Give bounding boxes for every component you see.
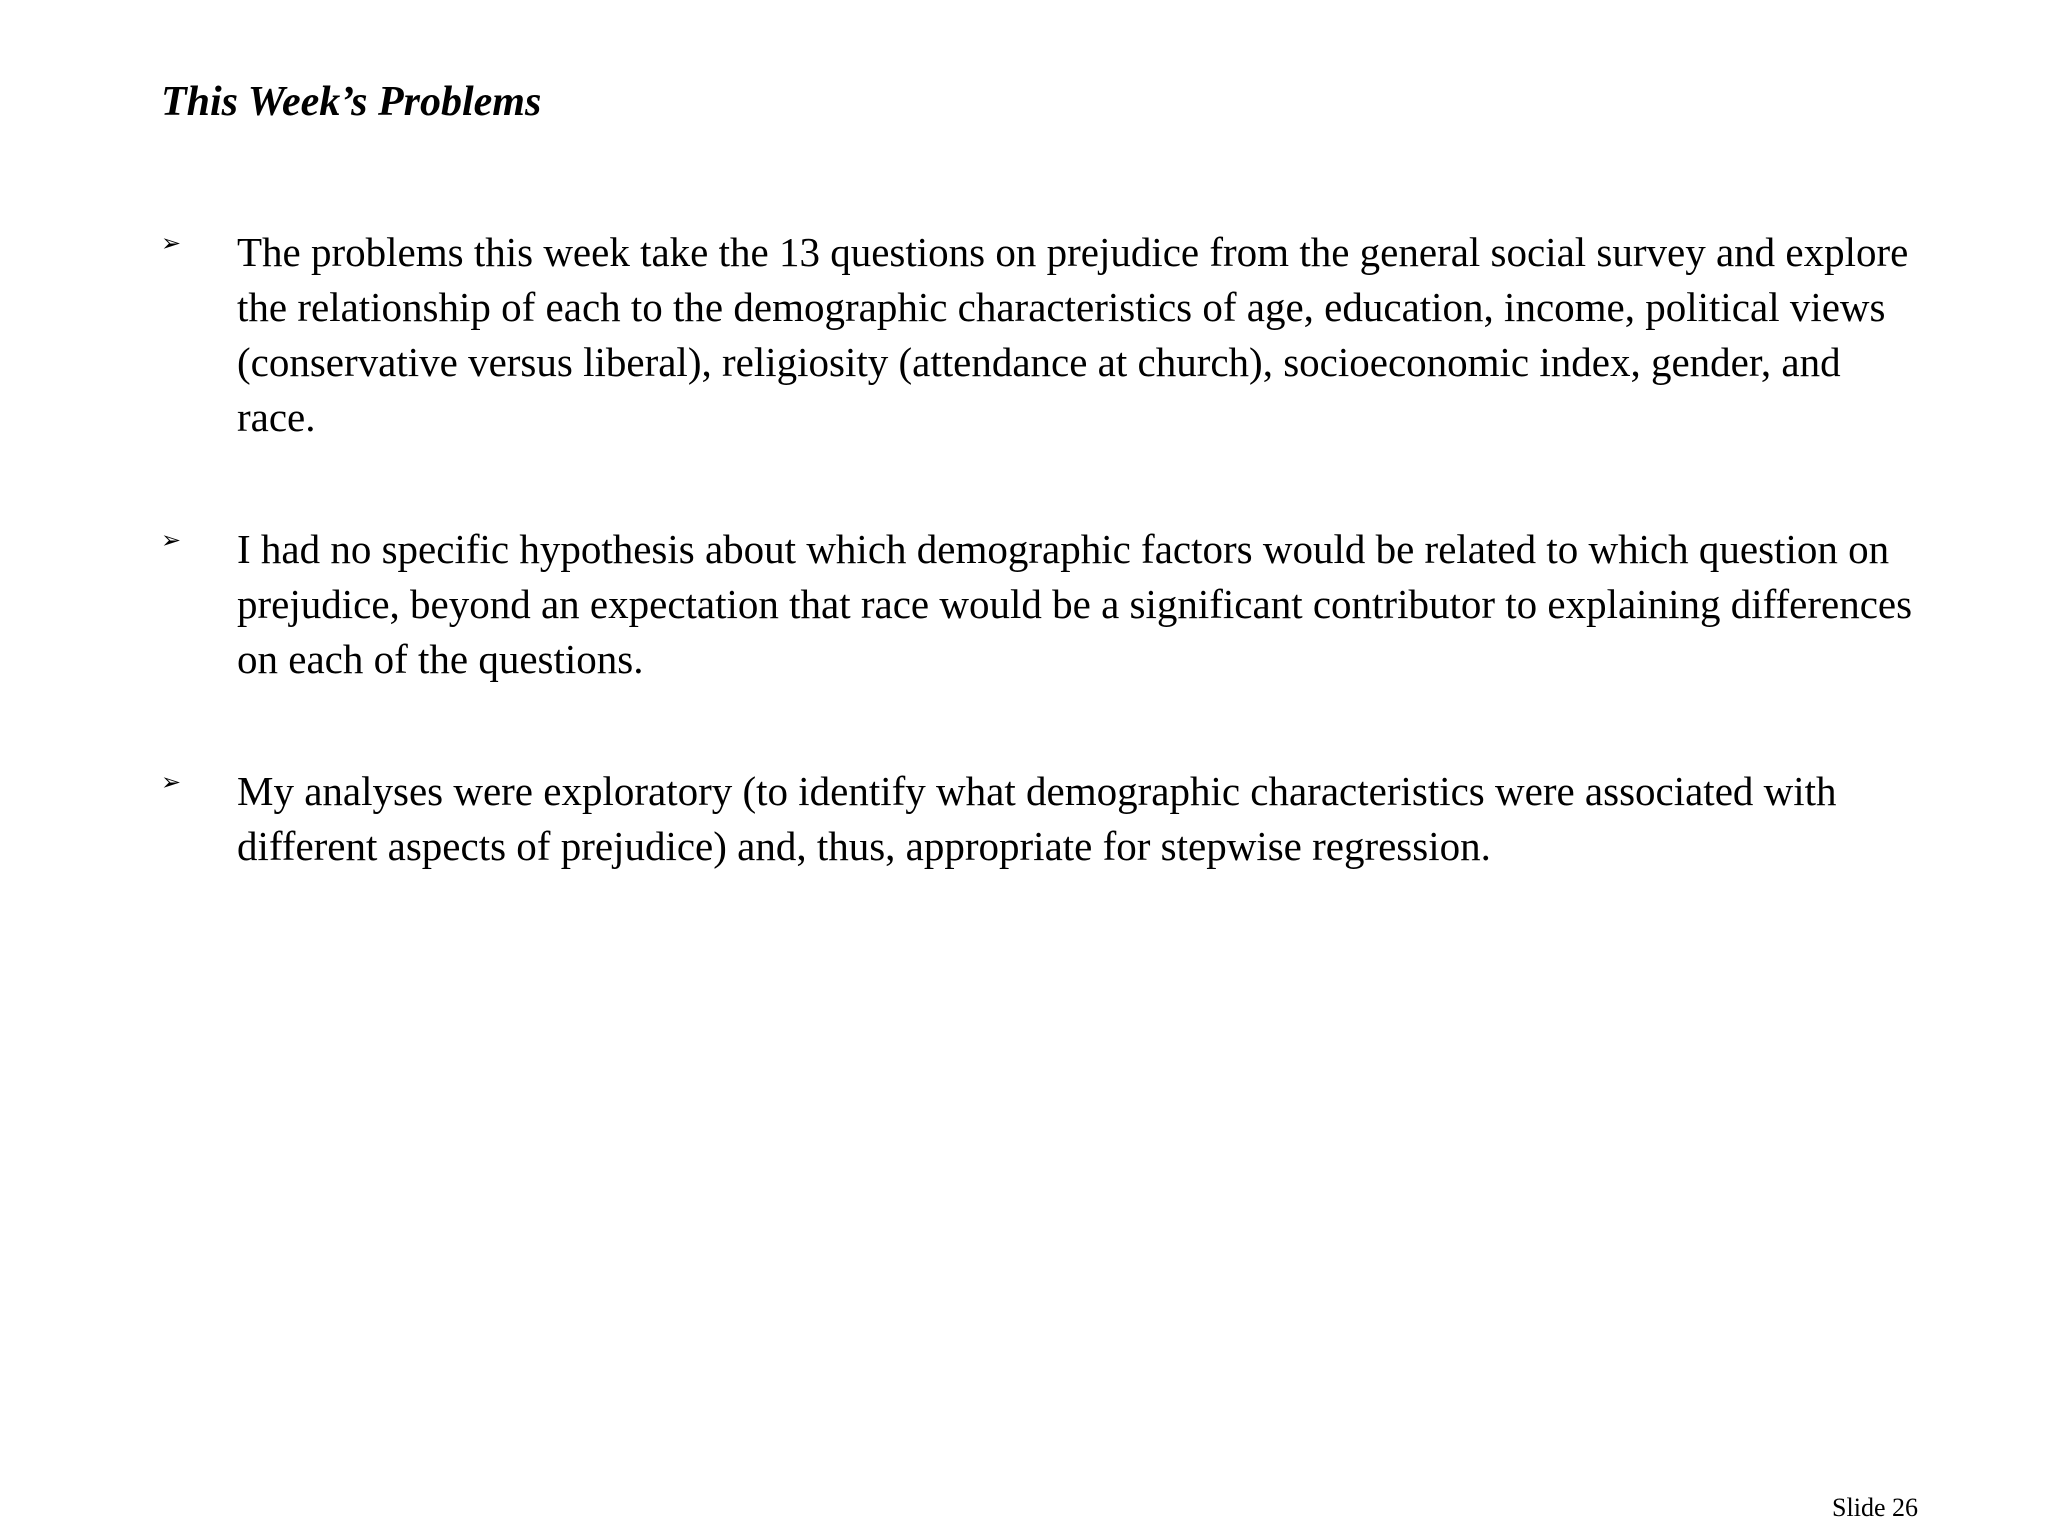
slide-title: This Week’s Problems [161, 79, 542, 125]
bullet-item [161, 522, 1921, 687]
bullet-text: I had no specific hypothesis about which demographic factors would be related to which question on prejudice, beyond an expectation that race would be a significant contributor to explaining differences on each of the questions. [237, 526, 1913, 682]
bullet-text: The problems this week take the 13 questions on prejudice from the general social survey and explore the relationship of each to the demographic characteristics of age, education, income, political views (conservative versus liberal), religiosity (attendance at church), socioeconomic index, gender, and race. [237, 229, 1909, 440]
arrowhead-bullet-icon: ➢ [161, 229, 182, 257]
slide-number: Slide 26 [1832, 1493, 1918, 1522]
bullet-item [161, 764, 1921, 874]
bullet-list [161, 225, 1921, 951]
arrowhead-bullet-icon: ➢ [161, 526, 182, 554]
bullet-item [161, 225, 1921, 445]
bullet-text: My analyses were exploratory (to identify what demographic characteristics were associated with different aspects of prejudice) and, thus, appropriate for stepwise regression. [237, 768, 1837, 869]
arrowhead-bullet-icon: ➢ [161, 768, 182, 796]
